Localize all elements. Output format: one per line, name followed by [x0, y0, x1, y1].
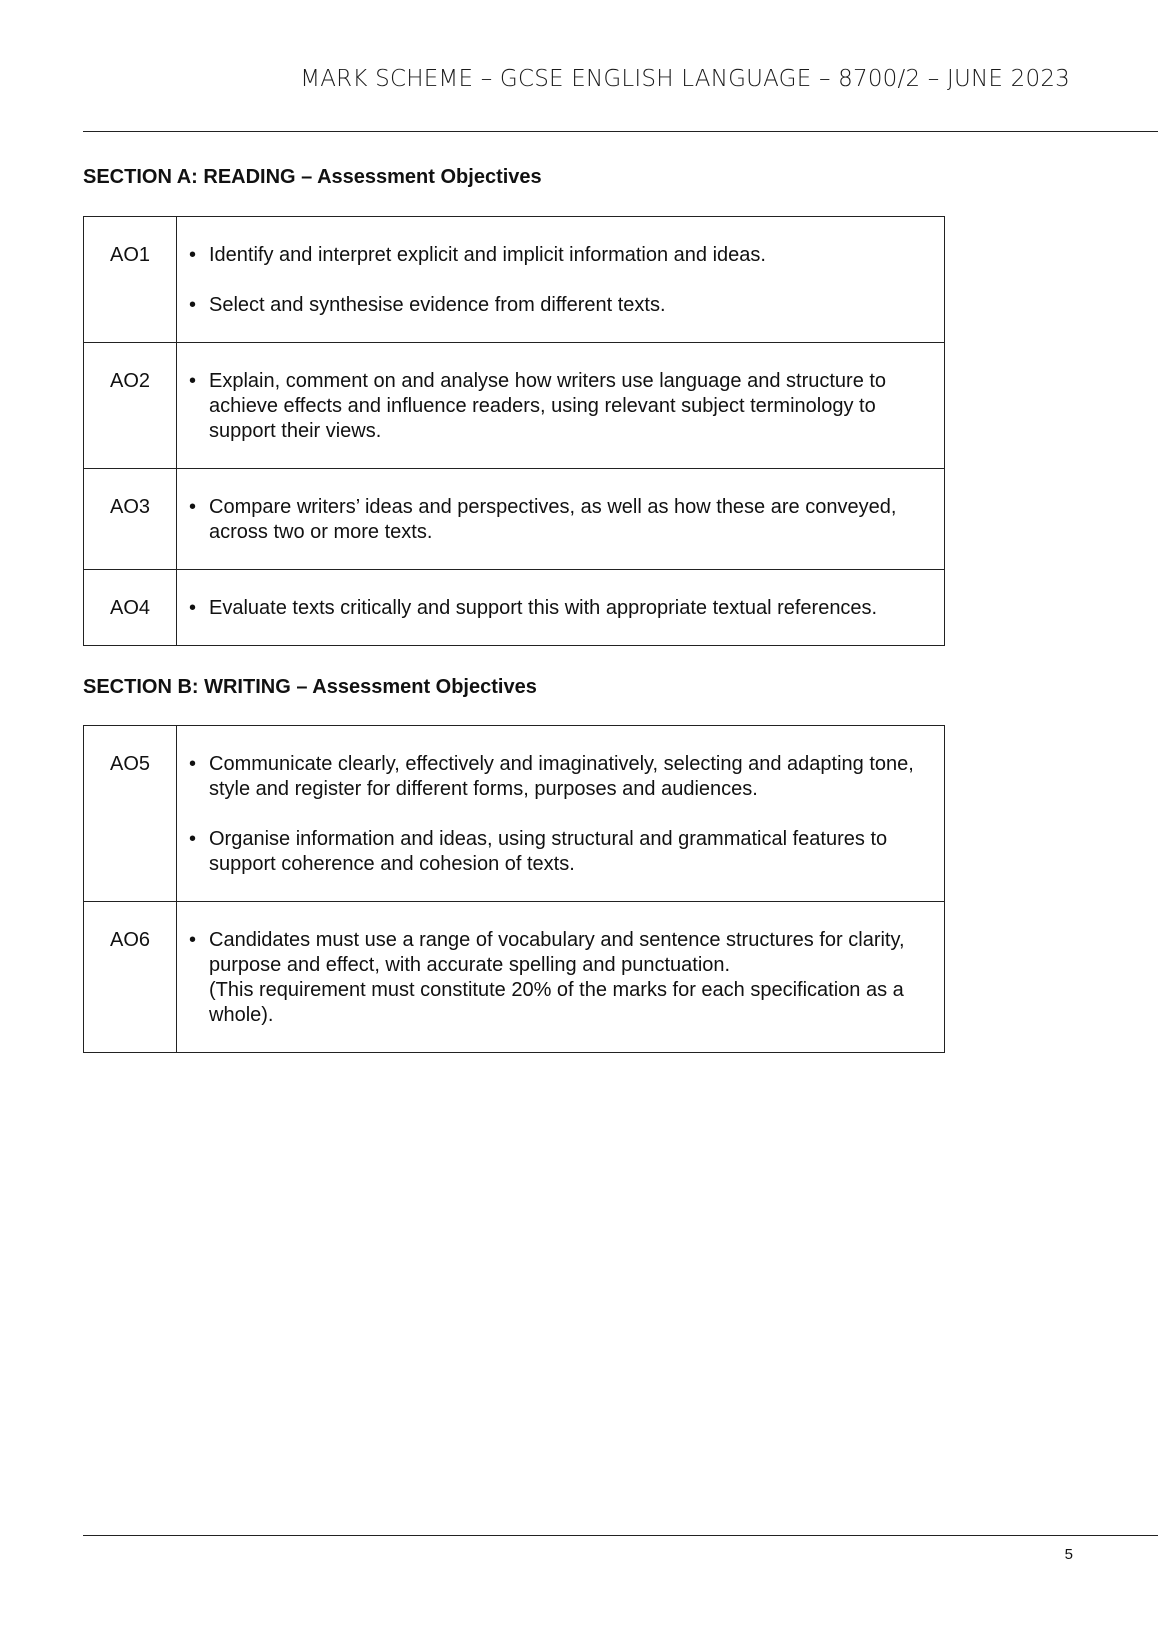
requirement-note: (This requirement must constitute 20% of the marks for each specification as a whole).: [209, 979, 904, 1026]
objective-description: [177, 570, 945, 646]
objective-code: AO1: [84, 217, 177, 343]
bullet-list: [187, 752, 934, 877]
table-row: [84, 343, 945, 469]
bullet-item: • Select and synthesise evidence from different texts.: [187, 293, 934, 318]
bullet-item: • Identify and interpret explicit and implicit information and ideas.: [187, 243, 934, 268]
bullet-item: [187, 928, 934, 1028]
objective-description: [177, 217, 945, 343]
objective-code: AO3: [84, 469, 177, 570]
objective-code: AO5: [84, 726, 177, 902]
footer-divider: [83, 1535, 1158, 1536]
document-title: MARK SCHEME – GCSE ENGLISH LANGUAGE – 8700/2 – JUNE 2023: [300, 66, 1070, 92]
bullet-item: • Organise information and ideas, using structural and grammatical features to support coherence and cohesion of texts.: [187, 827, 934, 877]
writing-objectives-table: [83, 725, 945, 1053]
bullet-list: [187, 243, 934, 318]
bullet-list: [187, 495, 934, 545]
bullet-item: • Explain, comment on and analyse how writers use language and structure to achieve effects and influence readers, using relevant subject terminology to support their views.: [187, 369, 934, 444]
objective-code: AO6: [84, 902, 177, 1053]
section-b-heading: SECTION B: WRITING – Assessment Objectives: [83, 676, 537, 698]
table-row: [84, 570, 945, 646]
table-row: [84, 902, 945, 1053]
table-row: [84, 469, 945, 570]
objective-code: AO4: [84, 570, 177, 646]
bullet-text: • Candidates must use a range of vocabulary and sentence structures for clarity, purpose and effect, with accurate spelling and punctuation.: [209, 929, 905, 976]
reading-objectives-table: [83, 216, 945, 646]
objective-description: [177, 902, 945, 1053]
bullet-item: • Evaluate texts critically and support this with appropriate textual references.: [187, 596, 934, 621]
objective-description: [177, 343, 945, 469]
bullet-list: [187, 596, 934, 621]
bullet-list: [187, 369, 934, 444]
table-row: [84, 726, 945, 902]
bullet-item: • Compare writers’ ideas and perspectives, as well as how these are conveyed, across two or more texts.: [187, 495, 934, 545]
objective-code: AO2: [84, 343, 177, 469]
bullet-list: [187, 928, 934, 1028]
page-number: 5: [1064, 1546, 1073, 1563]
header-divider: [83, 131, 1158, 132]
objective-description: [177, 726, 945, 902]
objective-description: [177, 469, 945, 570]
table-row: [84, 217, 945, 343]
bullet-item: • Communicate clearly, effectively and imaginatively, selecting and adapting tone, style and register for different forms, purposes and audiences.: [187, 752, 934, 802]
page-header: [0, 0, 1158, 134]
section-a-heading: SECTION A: READING – Assessment Objectives: [83, 166, 542, 188]
